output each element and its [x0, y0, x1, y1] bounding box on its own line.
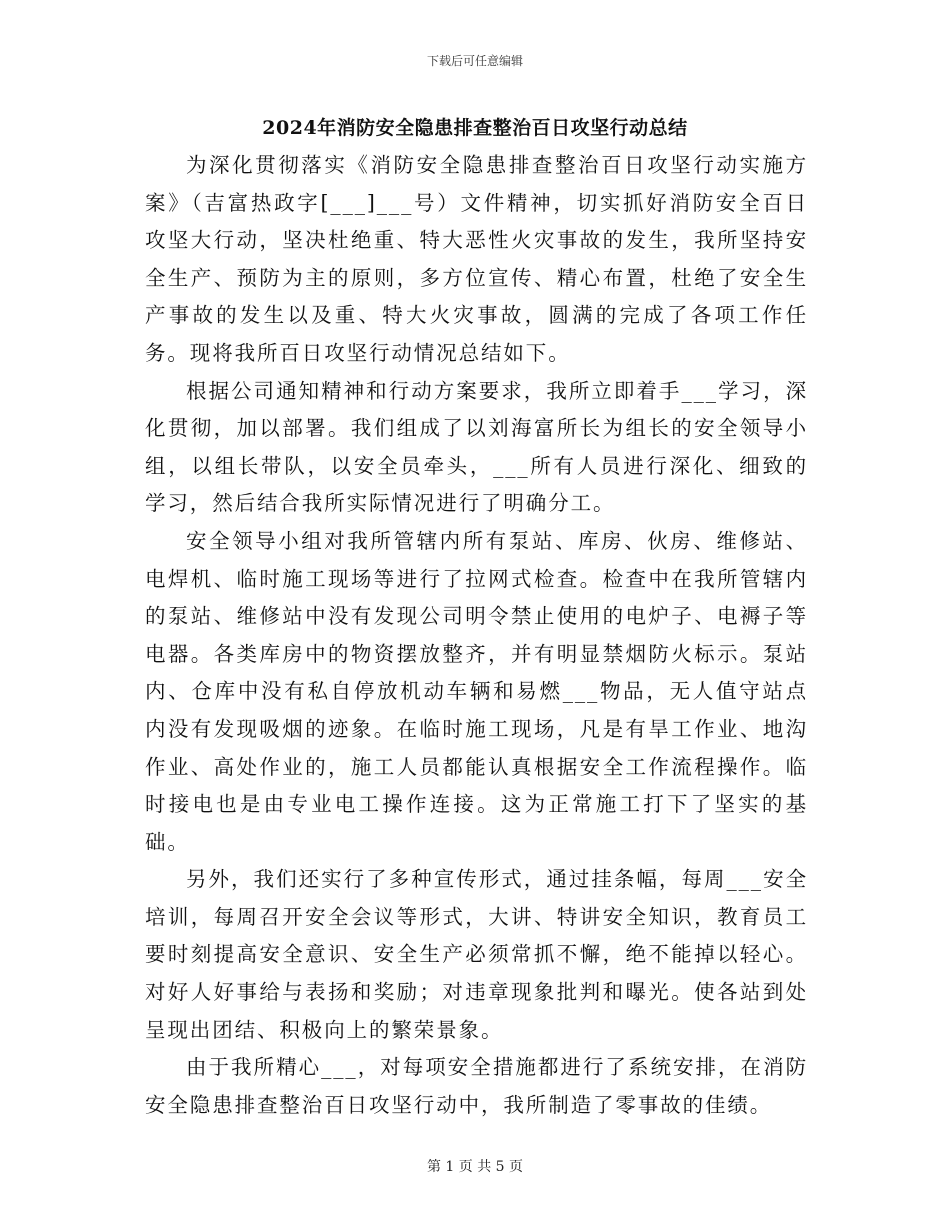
paragraph-inspection: 安全领导小组对我所管辖内所有泵站、库房、伙房、维修站、电焊机、临时施工现场等进行了拉网式检查。检查中在我所管辖内的泵站、维修站中没有发现公司明令禁止使用的电炉子、电褥子等电器。各类库房中的物资摆放整齐，并有明显禁烟防火标示。泵站内、仓库中没有私自停放机动车辆和易燃___物品，无人值守站点内没有发现吸烟的迹象。在临时施工现场，凡是有旱工作业、地沟作业、高处作业的，施工人员都能认真根据安全工作流程操作。临时接电也是由专业电工操作连接。这为正常施工打下了坚实的基础。	[145, 528, 808, 854]
paragraph-publicity: 另外，我们还实行了多种宣传形式，通过挂条幅，每周___安全培训，每周召开安全会议等形式，大讲、特讲安全知识，教育员工要时刻提高安全意识、安全生产必须常抓不懈，绝不能掉以轻心。对好人好事给与表扬和奖励；对违章现象批判和曝光。使各站到处呈现出团结、积极向上的繁荣景象。	[145, 867, 808, 1042]
page-number: 第 1 页 共 5 页	[426, 1159, 524, 1175]
page-header-note: 下载后可任意编辑	[426, 54, 523, 68]
document-title: 2024年消防安全隐患排查整治百日攻坚行动总结	[262, 117, 688, 139]
paragraph-study: 根据公司通知精神和行动方案要求，我所立即着手___学习，深化贯彻，加以部署。我们组成了以刘海富所长为组长的安全领导小组，以组长带队，以安全员牵头，___所有人员进行深化、细致的学习，然后结合我所实际情况进行了明确分工。	[145, 378, 808, 516]
paragraph-conclusion: 由于我所精心___，对每项安全措施都进行了系统安排，在消防安全隐患排查整治百日攻坚行动中，我所制造了零事故的佳绩。	[145, 1055, 808, 1117]
paragraph-intro: 为深化贯彻落实《消防安全隐患排查整治百日攻坚行动实施方案》（吉富热政字[___]___号）文件精神，切实抓好消防安全百日攻坚大行动，坚决杜绝重、特大恶性火灾事故的发生，我所坚持安全生产、预防为主的原则，多方位宣传、精心布置，杜绝了安全生产事故的发生以及重、特大火灾事故，圆满的完成了各项工作任务。现将我所百日攻坚行动情况总结如下。	[145, 153, 808, 365]
document-body	[145, 147, 808, 1124]
